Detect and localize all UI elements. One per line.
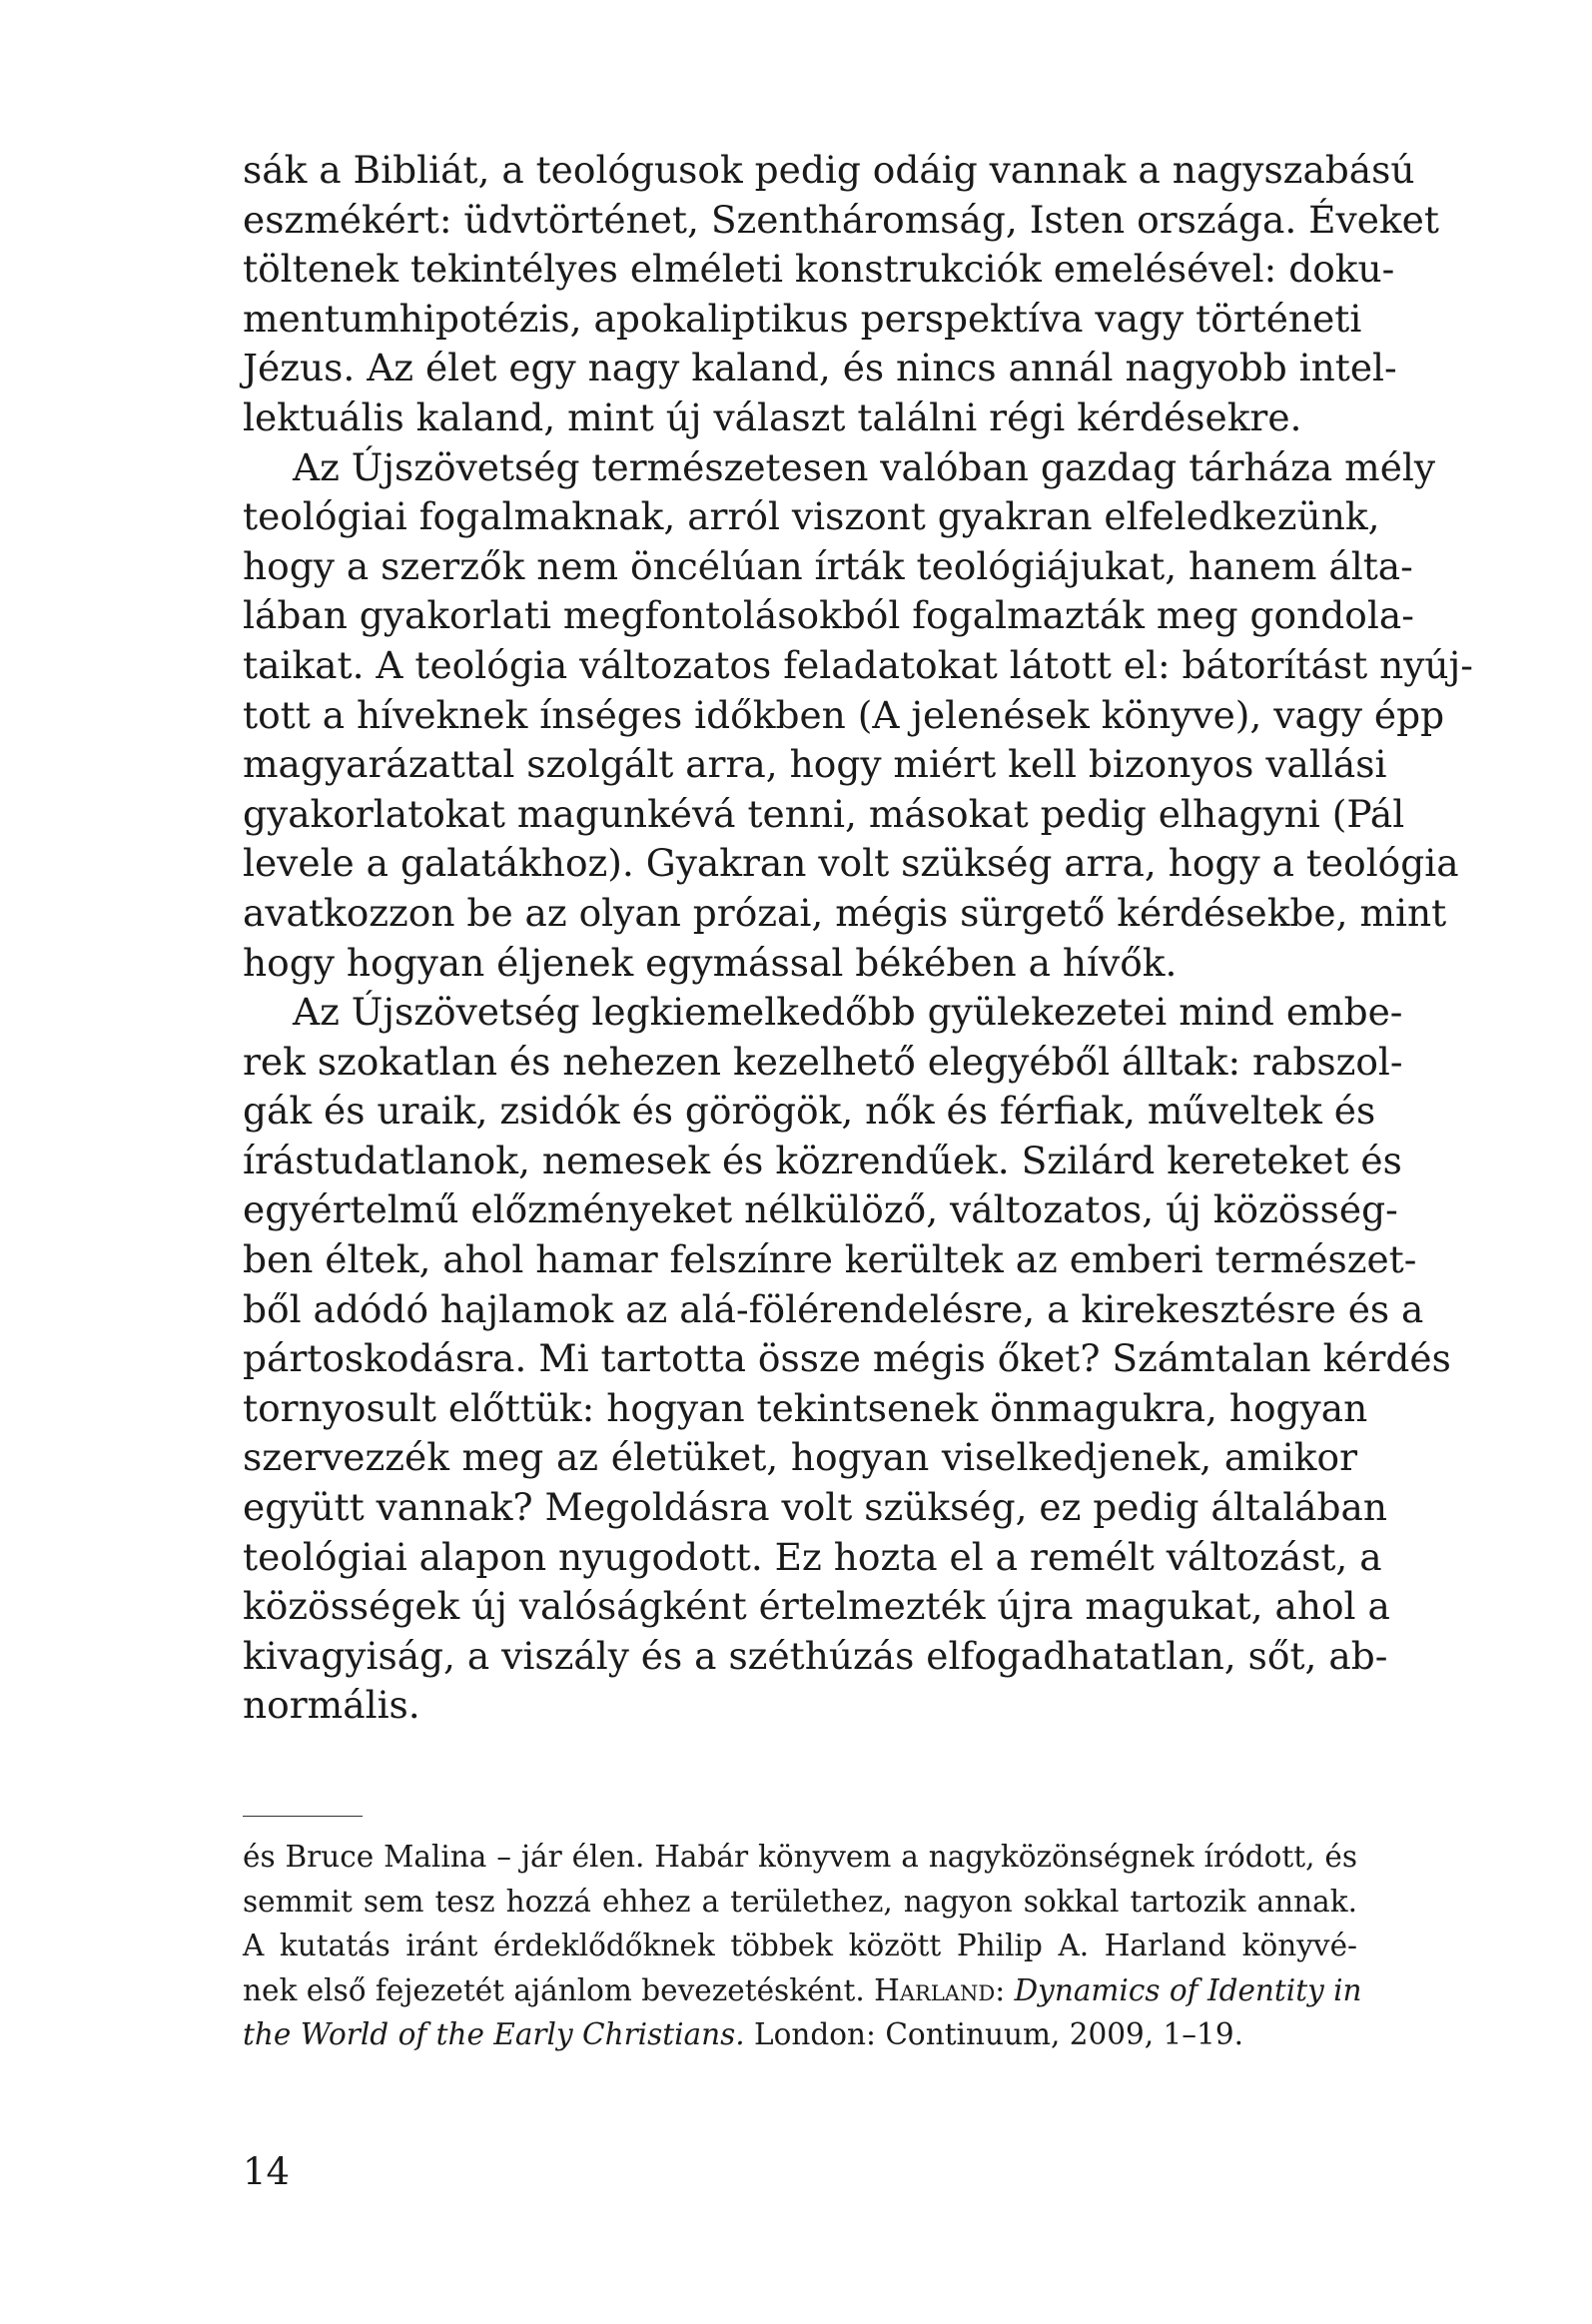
text-line: ből adódó hajlamok az alá-fölérendelésre, a kirekesztésre és a (243, 1286, 1424, 1331)
footnote-line (243, 1968, 1362, 2013)
text-line: tornyosult előttük: hogyan tekintsenek önmagukra, hogyan (243, 1385, 1368, 1430)
text-line: szervezzék meg az életüket, hogyan viselkedjenek, amikor (243, 1435, 1357, 1480)
text-line: töltenek tekintélyes elméleti konstrukciók emelésével: doku- (243, 247, 1395, 292)
text-line: pártoskodásra. Mi tartotta össze mégis őket? Számtalan kérdés (243, 1336, 1451, 1381)
text-line: avatkozzon be az olyan prózai, mégis sürgető kérdésekbe, mint (243, 890, 1447, 935)
text-line: mentumhipotézis, apokaliptikus perspektíva vagy történeti (243, 296, 1362, 341)
text-line: rek szokatlan és nehezen kezelhető elegyéből álltak: rabszol- (243, 1039, 1403, 1084)
footnote-line (243, 2012, 1357, 2057)
text-line: hogy a szerzők nem öncélúan írták teológiájukat, hanem álta- (243, 543, 1413, 588)
text-line: Jézus. Az élet egy nagy kaland, és nincs annál nagyobb intel- (243, 346, 1397, 390)
text-line: lektuális kaland, mint új választ találni régi kérdésekre. (243, 394, 1302, 439)
text-line: lában gyakorlati megfontolásokból fogalmazták meg gondola- (243, 593, 1414, 638)
text-line: ben éltek, ahol hamar felszínre kerültek az emberi természet- (243, 1237, 1417, 1282)
text-line: teológiai fogalmaknak, arról viszont gyakran elfeledkezünk, (243, 494, 1380, 539)
text-line: egyértelmű előzményeket nélkülöző, változatos, új közösség- (243, 1187, 1398, 1232)
text-line: írástudatlanok, nemesek és közrendűek. Szilárd kereteket és (243, 1138, 1402, 1182)
footnote-text: nek első fejezetét ajánlom bevezetésként. (243, 1972, 865, 2007)
text-line: tott a híveknek ínséges időkben (A jelenések könyve), vagy épp (243, 692, 1445, 737)
text-line: kivagyiság, a viszály és a széthúzás elfogadhatatlan, sőt, ab- (243, 1633, 1388, 1678)
text-line: gák és uraik, zsidók és görögök, nők és férfiak, műveltek és (243, 1089, 1376, 1134)
text-line: magyarázattal szolgált arra, hogy miért kell bizonyos vallási (243, 742, 1387, 787)
text-line: levele a galatákhoz). Gyakran volt szükség arra, hogy a teológia (243, 841, 1459, 886)
footnote-colon: : (995, 1972, 1006, 2007)
page-number: 14 (243, 2150, 291, 2193)
cited-title: Dynamics of Identity in (1014, 1972, 1362, 2007)
text-line: taikat. A teológia változatos feladatokat látott el: bátorítást nyúj- (243, 642, 1473, 687)
cited-author: Harland (874, 1972, 996, 2007)
text-line: Az Újszövetség legkiemelkedőbb gyülekezetei mind embe- (293, 990, 1403, 1035)
text-line: eszmékért: üdvtörténet, Szentháromság, Isten országa. Éveket (243, 197, 1439, 242)
publication-info: London: Continuum, 2009, 1–19. (754, 2017, 1243, 2052)
footnote-line: és Bruce Malina – jár élen. Habár könyvem a nagyközönségnek íródott, és (243, 1840, 1357, 1874)
text-line: Az Újszövetség természetesen valóban gazdag tárháza mély (293, 444, 1436, 489)
text-line: hogy hogyan éljenek egymással békében a hívők. (243, 940, 1178, 985)
main-text (243, 146, 1473, 1731)
footnote-line: A kutatás iránt érdeklődőknek többek között Philip A. Harland könyvé- (243, 1929, 1357, 1963)
cited-title-cont: the World of the Early Christians. (243, 2017, 745, 2052)
text-line: együtt vannak? Megoldásra volt szükség, ez pedig általában (243, 1485, 1388, 1530)
text-line: teológiai alapon nyugodott. Ez hozta el a remélt változást, a (243, 1534, 1382, 1579)
footnote-divider (243, 1816, 363, 1817)
footnote (243, 1835, 1362, 2057)
text-line: közösségek új valóságként értelmezték újra magukat, ahol a (243, 1584, 1390, 1629)
text-line: normális. (243, 1683, 420, 1728)
text-line: gyakorlatokat magunkévá tenni, másokat pedig elhagyni (Pál (243, 791, 1405, 836)
footnote-line: semmit sem tesz hozzá ehhez a területhez, nagyon sokkal tartozik annak. (243, 1884, 1357, 1919)
text-line: sák a Bibliát, a teológusok pedig odáig vannak a nagyszabású (243, 148, 1415, 192)
